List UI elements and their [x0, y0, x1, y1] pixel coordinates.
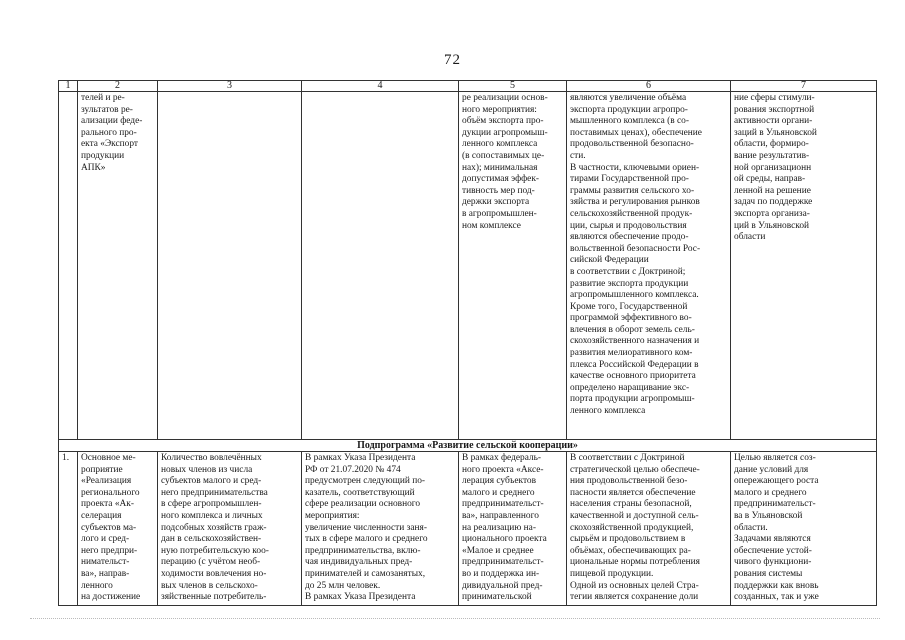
- cell-text: ре реализации основ- ного мероприятия: объём экспорта про- дукции агропромыш- ленного комплекса (в сопоставимых це- нах); минимальная допустимая эффек- тивность мер под- держки экспорта в агропромышлен- ном комплексе: [462, 93, 548, 231]
- table-cell: [158, 452, 302, 606]
- table-cell: [731, 452, 877, 606]
- section-header-row: [59, 440, 877, 452]
- column-header: 6: [567, 81, 731, 92]
- table-cell: [302, 452, 459, 606]
- table-cell: [78, 452, 158, 606]
- cell-text: В соответствии с Доктриной стратегической целью обеспече- ния продовольственной безо- пасности является обеспечение населения страны безопасной, качественной и доступной сель- скохозяйственной продукцией, сырьём и продовольствием в объёмах, обеспечивающих ра- циональные нормы потребления пищевой продукции. Одной из основных целей Стра- тегии является сохранение доли: [570, 453, 700, 603]
- section-title: Подпрограмма «Развитие сельской кооперации»: [59, 440, 877, 452]
- column-header: 2: [78, 81, 158, 92]
- program-table: [58, 80, 877, 606]
- cell-text: телей и ре- зультатов ре- ализации феде- рального про- екта «Экспорт продукции АПК»: [81, 93, 143, 173]
- cell-text: являются увеличение объёма экспорта продукции агропро- мышленного комплекса (в со- поставимых ценах), обеспечение продовольственной безопасно- сти. В частности, ключевыми ориен- тирами Государственной про- граммы развития сельского хо- зяйства и регулирования рынков сельскохозяйственной продук- ции, сырья и продовольствия являются обеспечение продо- вольственной безопасности Рос- сийской Федерации в соответствии с Доктриной; развитие экспорта продукции агропромышленного комплекса. Кроме того, Государственной программой эффективного во- влечения в оборот земель сель- скохозяйственного назначения и развития мелиоративного ком- плекса Российской Федерации в качестве основного приоритета определено наращивание экс- порта продукции агропромыш- ленного комплекса: [570, 93, 702, 417]
- table-cell: [302, 92, 459, 440]
- table-cell: [567, 452, 731, 606]
- table-cell: [459, 92, 567, 440]
- table-cell: [158, 92, 302, 440]
- cell-text: ние сферы стимули- рования экспортной активности органи- заций в Ульяновской области, формиро- вание результатив- ной организационн ой среды, направ- ленной на решение задач по поддержке экспорта организа- ций в Ульяновской области: [734, 93, 817, 243]
- cell-text: В рамках федераль- ного проекта «Аксе- лерация субъектов малого и среднего предпринимательст- ва», направленного на реализацию на- ционального проекта «Малое и среднее предпринимательст- во и поддержка ин- дивидуальной пред- принимательской: [462, 453, 547, 603]
- table-header-row: [59, 81, 877, 92]
- column-header: 1: [59, 81, 78, 92]
- table-cell: [78, 92, 158, 440]
- table-cell: [567, 92, 731, 440]
- table-cell: [459, 452, 567, 606]
- scan-edge-line: [30, 618, 880, 619]
- row-number: 1.: [62, 453, 70, 463]
- column-header: 4: [302, 81, 459, 92]
- cell-text: Основное ме- роприятие «Реализация регионального проекта «Ак- селерация субъектов ма- лого и сред- него предпри- нимательст- ва», направ- ленного на достижение: [81, 453, 141, 603]
- cell-text: В рамках Указа Президента РФ от 21.07.2020 № 474 предусмотрен следующий по- казатель, соответствующий сфере реализации основного мероприятия: увеличение численности заня- тых в сфере малого и среднего предпринимательства, вклю- чая индивидуальных пред- принимателей и самозанятых, до 25 млн человек. В рамках Указа Президента: [305, 453, 428, 603]
- column-header: 7: [731, 81, 877, 92]
- cell-text: Количество вовлечённых новых членов из числа субъектов малого и сред- него предпринимательства в сфере агропромышлен- ного комплекса и личных подсобных хозяйств граж- дан в сельскохозяйствен- ную потребительскую коо- перацию (с учётом необ- ходимости вовлечения но- вых членов в сельскохо- зяйственные потребитель-: [161, 453, 269, 603]
- table-cell: [59, 452, 78, 606]
- table-row: [59, 452, 877, 606]
- column-header: 5: [459, 81, 567, 92]
- table-cell: [731, 92, 877, 440]
- cell-text: Целью является соз- дание условий для опережающего роста малого и среднего предпринимательст- ва в Ульяновской области. Задачами являются обеспечение устой- чивого функциони- рования системы поддержки как вновь созданных, так и уже: [734, 453, 819, 603]
- table-cell: [59, 92, 78, 440]
- column-header: 3: [158, 81, 302, 92]
- table-row: [59, 92, 877, 440]
- page-number: 72: [444, 52, 461, 68]
